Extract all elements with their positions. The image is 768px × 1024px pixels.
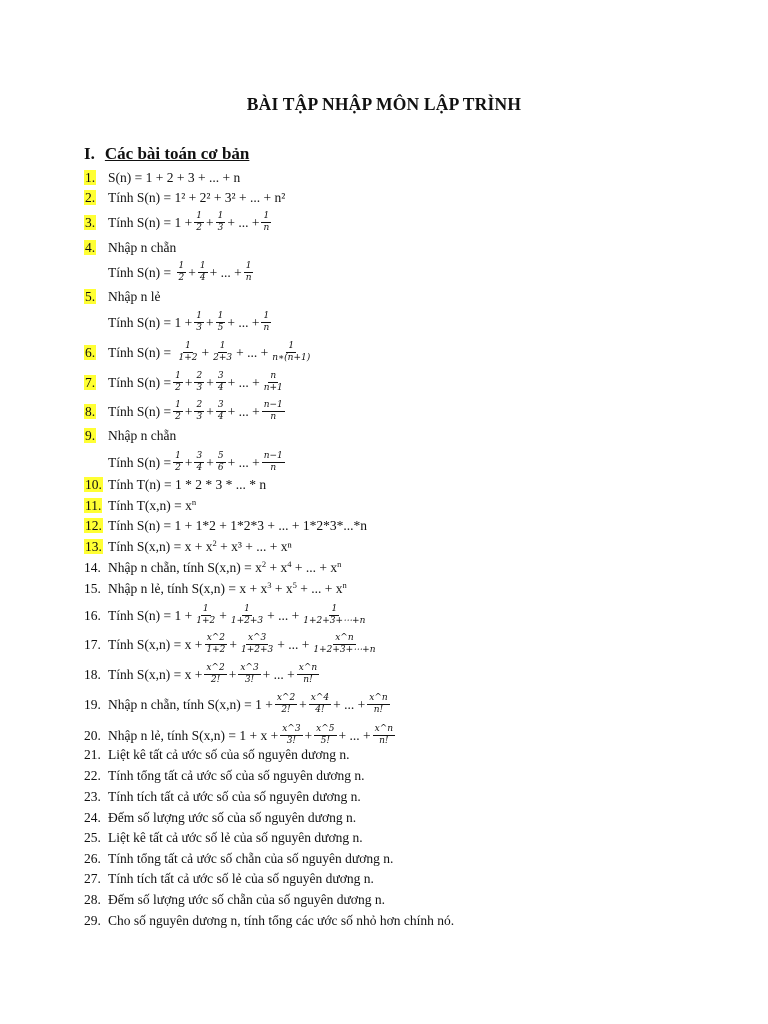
fraction-numerator: 1	[178, 261, 185, 271]
fraction	[216, 312, 226, 333]
fraction-numerator: 1	[217, 211, 224, 221]
fraction-numerator: x^3	[282, 724, 301, 734]
fraction	[367, 694, 389, 715]
exercise-number	[84, 698, 108, 712]
fraction-numerator: x^4	[310, 693, 330, 703]
fraction-numerator: x^3	[247, 633, 267, 643]
fraction-numerator: n−1	[263, 400, 283, 410]
exercise-text: Nhập n chẵn	[108, 240, 177, 255]
fraction	[194, 372, 204, 393]
exercise-text: S(n) = 1 + 2 + 3 + ... + n	[108, 170, 241, 185]
exercise-number: 19.	[84, 696, 101, 712]
exercise-text: Tính tích tất cả ước số lẻ của số nguyên dương n.	[108, 871, 374, 886]
fraction-denominator: 5!	[320, 736, 331, 746]
fraction	[204, 664, 226, 685]
fraction-denominator: n	[245, 273, 252, 283]
fraction	[198, 262, 208, 283]
fraction-numerator: 1	[263, 311, 270, 321]
exercise-formula: Tính S(n) = $\frac{1}{1+2}$ + $\frac{1}{2+3}$ + ... + $\frac{1}{n∗(n+1)}$	[108, 341, 311, 363]
fraction-numerator: x^2	[206, 663, 225, 673]
exercise-number	[84, 191, 108, 205]
fraction-numerator: x^2	[276, 693, 296, 703]
exercise-formula: Tính S(n) = $\frac{1}{2}$ + $\frac{2}{3}$ + $\frac{3}{4}$ + ... + $\frac{n-1}{n}$	[108, 400, 283, 422]
fraction-denominator: 2	[175, 463, 181, 473]
fraction-denominator: 4	[217, 383, 224, 393]
exercise-12	[84, 519, 367, 533]
fraction-denominator: 5	[217, 323, 224, 333]
fraction-denominator: n!	[379, 736, 389, 746]
fraction	[173, 452, 183, 473]
exercise-number	[84, 668, 108, 682]
fraction-numerator: x^n	[369, 693, 388, 703]
fraction	[194, 212, 204, 233]
exercise-23	[84, 790, 361, 804]
exercise-11	[84, 499, 196, 513]
exercise-24	[84, 811, 356, 825]
exercise-number	[84, 290, 108, 304]
fraction-denominator: n	[263, 223, 270, 233]
exercise-number	[84, 540, 108, 554]
fraction-denominator: n+1	[263, 383, 283, 393]
exercise-number	[84, 241, 108, 255]
exercise-13	[84, 540, 292, 554]
exercise-number: 24.	[84, 810, 101, 825]
exercise-number: 17.	[84, 636, 101, 652]
exercise-number	[84, 376, 108, 390]
fraction-numerator: 1	[245, 261, 252, 271]
fraction-denominator: 2+3	[213, 353, 233, 363]
fraction-denominator: n	[270, 463, 277, 473]
exercise-formula: Tính S(x,n) = x + $\frac{x\^{}2}{2!}$ + $\frac{x\^{}3}{3!}$ + ... + $\frac{x\^{}n}{n!}$	[108, 663, 318, 685]
fraction-denominator: 4	[217, 412, 224, 422]
exercise-number: 10.	[85, 477, 102, 492]
exercise-number: 9.	[85, 428, 96, 443]
exercise-text: Nhập n chẵn	[108, 428, 177, 443]
exercise-10	[84, 478, 266, 492]
exercise-4-formula: Tính S(n) = $\frac{1}{2}$ + $\frac{1}{4}$ + ... + $\frac{1}{n}$	[108, 261, 252, 283]
fraction	[262, 401, 285, 422]
exercise-number	[84, 561, 108, 575]
exercise-text: Đếm số lượng ước số chẵn của số nguyên dương n.	[108, 892, 385, 907]
exercise-number: 21.	[84, 747, 101, 762]
fraction-numerator: x^n	[374, 724, 394, 734]
fraction-denominator: n	[270, 412, 277, 422]
fraction-denominator: n!	[303, 675, 313, 685]
exercise-1	[84, 171, 240, 185]
fraction	[173, 372, 183, 393]
fraction-denominator: 3!	[286, 736, 297, 746]
exercise-number	[84, 519, 108, 533]
fraction-numerator: 1	[244, 604, 250, 614]
fraction	[262, 452, 285, 473]
exercise-number	[84, 638, 108, 652]
exercise-number	[84, 216, 108, 230]
fraction	[270, 342, 312, 363]
fraction	[280, 725, 302, 746]
exercise-text: Đếm số lượng ước số của số nguyên dương n.	[108, 810, 357, 825]
fraction	[261, 312, 271, 333]
exercise-number	[84, 429, 108, 443]
fraction-numerator: 1	[185, 341, 191, 351]
exercise-number	[84, 499, 108, 513]
fraction-numerator: 1	[219, 341, 226, 351]
fraction	[262, 372, 285, 393]
fraction-denominator: n	[263, 323, 270, 333]
fraction-numerator: 1	[196, 311, 202, 321]
fraction-numerator: 1	[288, 341, 295, 351]
fraction-numerator: 3	[217, 371, 224, 381]
exercise-text: Cho số nguyên dương n, tính tổng các ước số nhỏ hơn chính nó.	[108, 913, 455, 928]
fraction-numerator: n	[270, 371, 277, 381]
fraction	[216, 452, 226, 473]
fraction-denominator: n!	[373, 705, 384, 715]
fraction-denominator: n∗(n+1)	[272, 353, 311, 363]
exercise-text: Tính S(n) = 1 + 1*2 + 1*2*3 + ... + 1*2*3*...*n	[108, 518, 367, 533]
fraction	[238, 664, 260, 685]
exercise-text: Tính tích tất cả ước số của số nguyên dương n.	[108, 789, 361, 804]
exercise-29	[84, 914, 454, 928]
fraction	[261, 212, 271, 233]
page-title: BÀI TẬP NHẬP MÔN LẬP TRÌNH	[246, 94, 522, 114]
exercise-number: 2.	[85, 190, 96, 205]
exercise-8	[84, 401, 287, 422]
exercise-number: 16.	[84, 607, 101, 623]
exercise-number: 1.	[85, 170, 96, 185]
fraction	[177, 342, 200, 363]
fraction-denominator: 3	[196, 323, 202, 333]
fraction	[194, 452, 204, 473]
exercise-number	[84, 582, 108, 596]
section-roman: I.	[84, 144, 95, 163]
fraction	[239, 634, 275, 655]
exercise-number: 29.	[84, 913, 101, 928]
exercise-17	[84, 634, 380, 655]
fraction-numerator: 1	[202, 604, 209, 614]
fraction-numerator: x^n	[335, 633, 354, 643]
fraction	[177, 262, 187, 283]
exercise-text: Nhập n lẻ	[108, 289, 161, 304]
fraction-numerator: 5	[217, 451, 224, 461]
fraction-numerator: 1	[196, 211, 202, 221]
fraction	[194, 312, 204, 333]
exercise-14	[84, 561, 341, 575]
fraction-denominator: 1+2+3	[230, 616, 264, 626]
exercise-number	[84, 346, 108, 360]
exercise-text: Tính tổng tất cả ước số của số nguyên dương n.	[108, 768, 365, 783]
fraction-numerator: 1	[331, 604, 338, 614]
fraction	[204, 634, 227, 655]
section-title: Các bài toán cơ bản	[104, 144, 250, 163]
fraction-denominator: 2	[178, 273, 185, 283]
exercise-number: 14.	[84, 560, 101, 575]
fraction-denominator: 1+2+3	[240, 645, 274, 655]
fraction-denominator: 4	[199, 273, 206, 283]
fraction	[194, 401, 204, 422]
fraction-numerator: n−1	[263, 451, 283, 461]
exercise-20	[84, 725, 397, 746]
fraction-denominator: 2	[175, 383, 181, 393]
section-heading	[84, 144, 249, 164]
exercise-number: 25.	[84, 830, 101, 845]
fraction	[229, 605, 265, 626]
fraction-numerator: x^3	[240, 663, 259, 673]
fraction	[216, 372, 226, 393]
fraction	[297, 664, 319, 685]
exercise-4	[84, 241, 176, 255]
exercise-number	[84, 478, 108, 492]
fraction-numerator: x^n	[298, 663, 318, 673]
fraction	[301, 605, 367, 626]
exercise-9-formula: Tính S(n) = $\frac{1}{2}$ + $\frac{3}{4}$ + $\frac{5}{6}$ + ... + $\frac{n-1}{n}$	[108, 451, 283, 473]
exercise-number: 12.	[85, 518, 102, 533]
fraction-denominator: 3	[217, 223, 224, 233]
exercise-18	[84, 664, 321, 685]
fraction-denominator: 6	[217, 463, 224, 473]
exercise-28	[84, 893, 385, 907]
exercise-number: 3.	[85, 214, 96, 230]
fraction	[275, 694, 297, 715]
exercise-number	[84, 405, 108, 419]
exercise-number: 23.	[84, 789, 101, 804]
exercise-text: Tính tổng tất cả ước số chẵn của số nguyên dương n.	[108, 851, 394, 866]
exercise-number	[84, 729, 108, 743]
exercise-15	[84, 582, 347, 596]
exercise-number: 5.	[85, 289, 96, 304]
fraction	[373, 725, 395, 746]
exercise-number: 22.	[84, 768, 101, 783]
fraction-denominator: 2	[196, 223, 202, 233]
fraction-denominator: 3	[196, 383, 203, 393]
exercise-formula: Nhập n lẻ, tính S(x,n) = 1 + x + $\frac{x\^{}3}{3!}$ + $\frac{x\^{}5}{5!}$ + ... + $\frac{x\^{}n}{n!}$	[108, 724, 394, 746]
fraction	[211, 342, 234, 363]
exercise-6	[84, 342, 314, 363]
exercise-text: Tính T(n) = 1 * 2 * 3 * ... * n	[108, 477, 267, 492]
exercise-16	[84, 605, 369, 626]
fraction-numerator: x^2	[206, 633, 226, 643]
exercise-2	[84, 191, 285, 205]
exercise-text: Tính $T(x,n) = x^n$	[108, 497, 197, 513]
exercise-number: 26.	[84, 851, 101, 866]
exercise-19	[84, 694, 392, 715]
fraction	[314, 725, 336, 746]
exercise-formula: Tính S(n) = 1 + $\frac{1}{2}$ + $\frac{1}{3}$ + ... + $\frac{1}{n}$	[108, 211, 270, 233]
fraction-denominator: 1+2	[206, 645, 226, 655]
exercise-21	[84, 748, 349, 762]
exercise-formula: Tính S(x,n) = x + $\frac{x\^{}2}{1+2}$ + $\frac{x\^{}3}{1+2+3}$ + ... + $\frac{x\^{}n}{1+2+3+\cdots+n}$	[108, 633, 376, 655]
fraction-numerator: 3	[217, 400, 224, 410]
exercise-number: 20.	[84, 727, 101, 743]
fraction-denominator: 4	[196, 463, 203, 473]
fraction	[216, 212, 226, 233]
fraction-denominator: 2!	[281, 705, 291, 715]
exercise-26	[84, 852, 393, 866]
fraction-numerator: 1	[217, 311, 224, 321]
exercise-number: 7.	[85, 374, 96, 390]
fraction-numerator: 1	[199, 261, 206, 271]
fraction	[216, 401, 226, 422]
exercise-formula: Tính S(n) = $\frac{1}{2}$ + $\frac{2}{3}$ + $\frac{3}{4}$ + ... + $\frac{n}{n+1}$	[108, 371, 283, 393]
exercise-text: Liệt kê tất cả ước số của số nguyên dương n.	[108, 747, 350, 762]
fraction-numerator: 1	[263, 211, 270, 221]
fraction-numerator: 1	[175, 451, 181, 461]
exercise-text: Liệt kê tất cả ước số lẻ của số nguyên dương n.	[108, 830, 363, 845]
fraction-denominator: 4!	[315, 705, 325, 715]
exercise-number: 15.	[84, 581, 101, 596]
exercise-text: Tính $S(x,n) = x + x^2 + x^3$ + ... + xⁿ	[108, 538, 292, 554]
exercise-25	[84, 831, 363, 845]
fraction-numerator: 2	[196, 400, 203, 410]
fraction	[309, 694, 331, 715]
exercise-3	[84, 212, 273, 233]
exercise-number: 28.	[84, 892, 101, 907]
exercise-number: 13.	[85, 539, 102, 554]
exercise-number: 27.	[84, 871, 101, 886]
fraction-numerator: 3	[196, 451, 203, 461]
exercise-5-formula: Tính S(n) = 1 + $\frac{1}{3}$ + $\frac{1}{5}$ + ... + $\frac{1}{n}$	[108, 311, 270, 333]
fraction-numerator: 2	[196, 371, 203, 381]
fraction	[194, 605, 217, 626]
fraction-denominator: 1+2	[196, 616, 216, 626]
fraction-numerator: 1	[175, 371, 181, 381]
exercise-number: 6.	[85, 344, 96, 360]
exercise-5	[84, 290, 160, 304]
fraction	[173, 401, 183, 422]
exercise-22	[84, 769, 365, 783]
exercise-formula: Nhập n chẵn, tính S(x,n) = 1 + $\frac{x\^{}2}{2!}$ + $\frac{x\^{}4}{4!}$ + ... + $\frac{x\^{}n}{n!}$	[108, 693, 388, 715]
exercise-number	[84, 171, 108, 185]
fraction-denominator: 3	[196, 412, 203, 422]
fraction-denominator: 1+2	[178, 353, 198, 363]
fraction	[311, 634, 377, 655]
exercise-formula: Tính S(n) = 1 + $\frac{1}{1+2}$ + $\frac{1}{1+2+3}$ + ... + $\frac{1}{1+2+3+\cdots+n}$	[108, 604, 366, 626]
exercise-27	[84, 872, 374, 886]
exercise-number: 8.	[85, 403, 96, 419]
exercise-text: Tính S(n) = 1² + 2² + 3² + ... + n²	[108, 190, 286, 205]
exercise-text: Nhập n lẻ, tính $S(x,n) = x + x^3 + x^5$ + ... + $x^n$	[108, 580, 347, 596]
fraction-numerator: 1	[175, 400, 181, 410]
fraction-denominator: 2	[175, 412, 181, 422]
exercise-number: 4.	[85, 240, 96, 255]
exercise-number	[84, 609, 108, 623]
fraction-denominator: 2!	[210, 675, 221, 685]
exercise-text: Nhập n chẵn, tính $S(x,n) = x^2 + x^4$ + ... + $x^n$	[108, 559, 342, 575]
fraction	[244, 262, 254, 283]
exercise-9	[84, 429, 176, 443]
fraction-denominator: 1+2+3+⋯+n	[313, 645, 376, 655]
fraction-numerator: x^5	[316, 724, 335, 734]
exercise-number: 18.	[84, 666, 101, 682]
exercise-number: 11.	[85, 498, 102, 513]
fraction-denominator: 3!	[244, 675, 255, 685]
fraction-denominator: 1+2+3+⋯+n	[303, 616, 366, 626]
exercise-7	[84, 372, 287, 393]
